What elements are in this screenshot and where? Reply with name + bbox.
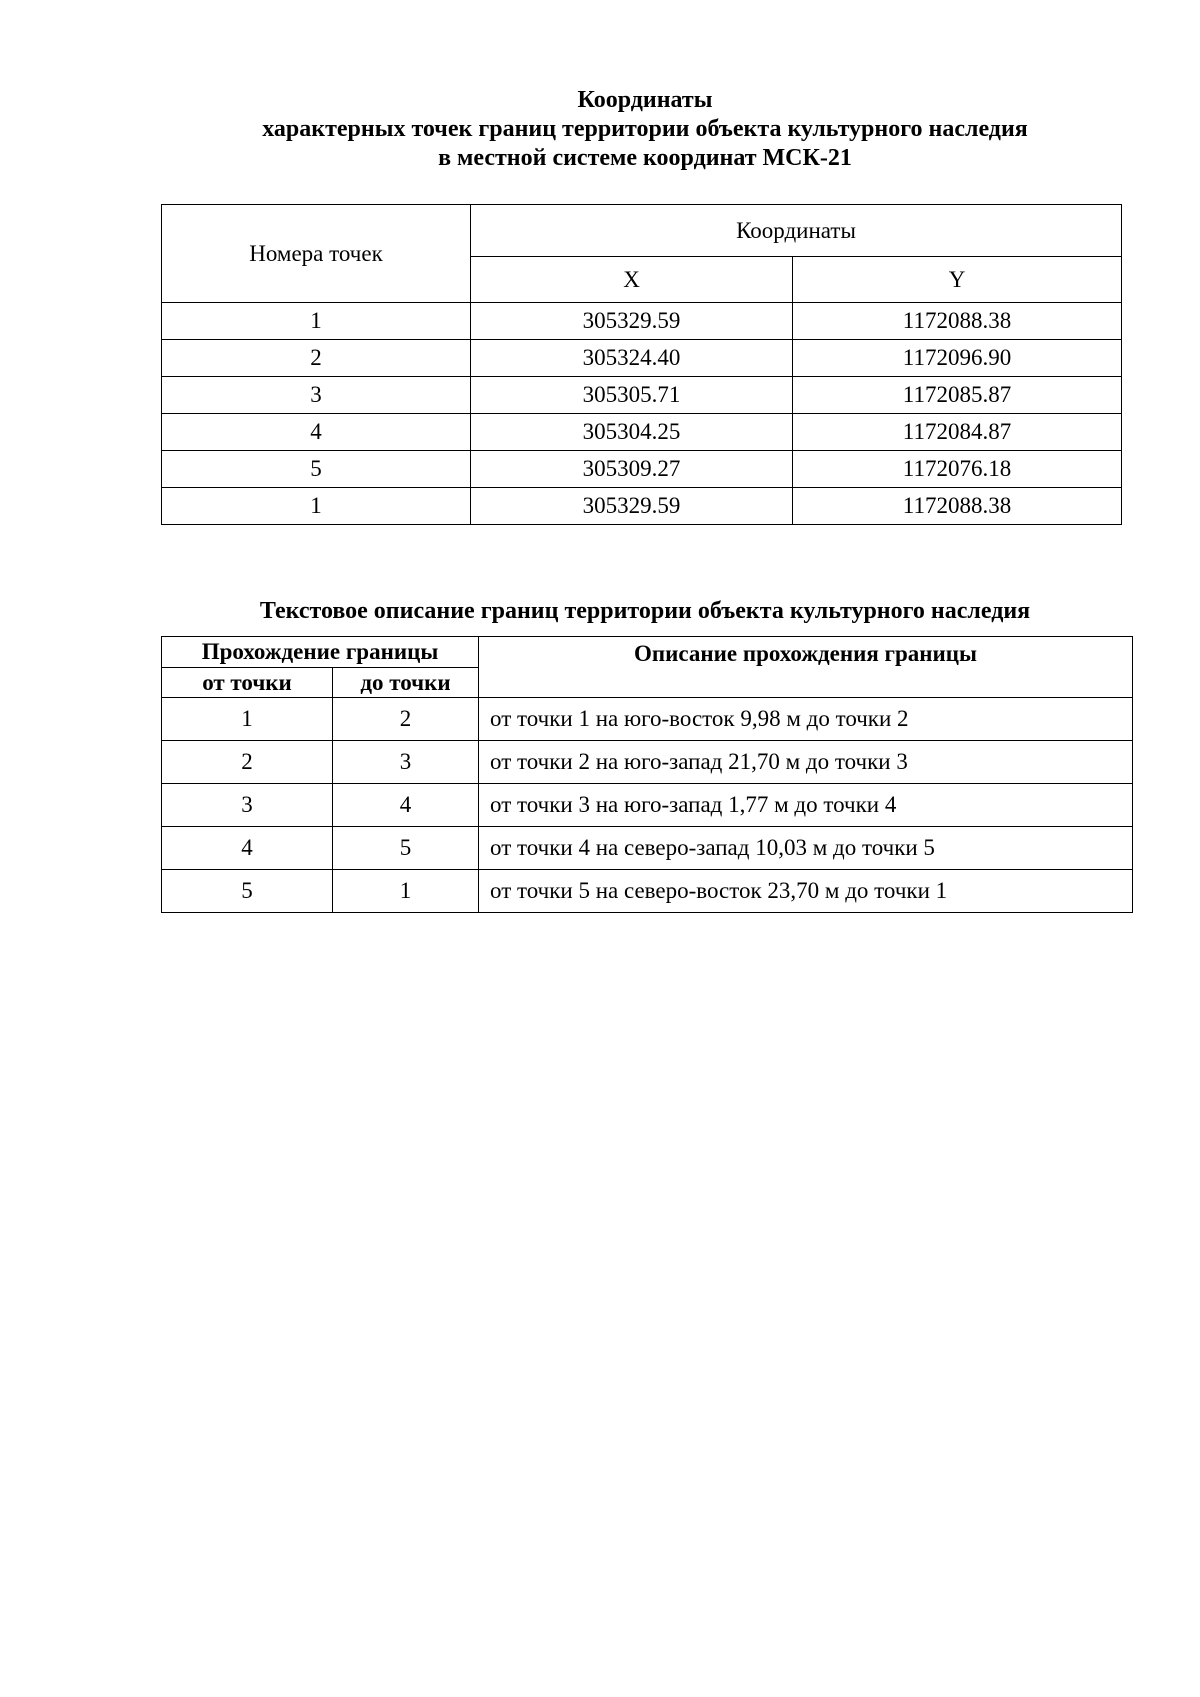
- from-point: 5: [162, 870, 333, 913]
- coord-x: 305305.71: [471, 377, 793, 414]
- to-point: 2: [333, 698, 479, 741]
- coord-y: 1172085.87: [793, 377, 1122, 414]
- coord-y: 1172096.90: [793, 340, 1122, 377]
- header-coordinates: Координаты: [471, 205, 1122, 257]
- passage-description: от точки 4 на северо-запад 10,03 м до точки 5: [479, 827, 1133, 870]
- coord-x: 305329.59: [471, 488, 793, 525]
- to-point: 3: [333, 741, 479, 784]
- table-row: [162, 414, 1122, 451]
- table-row: [162, 827, 1133, 870]
- table-row: [162, 488, 1122, 525]
- from-point: 2: [162, 741, 333, 784]
- to-point: 4: [333, 784, 479, 827]
- coord-y: 1172084.87: [793, 414, 1122, 451]
- header-y: Y: [793, 257, 1122, 303]
- title-line-3: в местной системе координат МСК-21: [438, 145, 852, 171]
- header-description: Описание прохождения границы: [479, 637, 1133, 698]
- coord-y: 1172088.38: [793, 488, 1122, 525]
- coord-x: 305304.25: [471, 414, 793, 451]
- point-number: 1: [162, 488, 471, 525]
- coord-y: 1172088.38: [793, 303, 1122, 340]
- coordinates-table: [161, 204, 1122, 525]
- title-line-1: Координаты: [577, 87, 713, 113]
- description-section-title: Текстовое описание границ территории объекта культурного наследия: [259, 598, 1031, 624]
- coord-x: 305324.40: [471, 340, 793, 377]
- point-number: 2: [162, 340, 471, 377]
- header-to-point: до точки: [333, 668, 479, 698]
- header-boundary-passage: Прохождение границы: [162, 637, 479, 668]
- coord-x: 305329.59: [471, 303, 793, 340]
- table-row: [162, 303, 1122, 340]
- passage-description: от точки 1 на юго-восток 9,98 м до точки 2: [479, 698, 1133, 741]
- table-row: [162, 377, 1122, 414]
- from-point: 1: [162, 698, 333, 741]
- boundary-description-table: [161, 636, 1133, 913]
- coord-y: 1172076.18: [793, 451, 1122, 488]
- passage-description: от точки 3 на юго-запад 1,77 м до точки 4: [479, 784, 1133, 827]
- table-row: [162, 741, 1133, 784]
- table-row: [162, 698, 1133, 741]
- header-x: X: [471, 257, 793, 303]
- coord-x: 305309.27: [471, 451, 793, 488]
- document-title: [0, 86, 1200, 173]
- to-point: 5: [333, 827, 479, 870]
- table-row: [162, 784, 1133, 827]
- header-point-numbers: Номера точек: [162, 205, 471, 303]
- title-line-2: характерных точек границ территории объекта культурного наследия: [262, 116, 1028, 142]
- passage-description: от точки 2 на юго-запад 21,70 м до точки 3: [479, 741, 1133, 784]
- point-number: 3: [162, 377, 471, 414]
- table-row: [162, 870, 1133, 913]
- header-from-point: от точки: [162, 668, 333, 698]
- from-point: 3: [162, 784, 333, 827]
- from-point: 4: [162, 827, 333, 870]
- point-number: 1: [162, 303, 471, 340]
- point-number: 4: [162, 414, 471, 451]
- passage-description: от точки 5 на северо-восток 23,70 м до точки 1: [479, 870, 1133, 913]
- point-number: 5: [162, 451, 471, 488]
- table-row: [162, 340, 1122, 377]
- to-point: 1: [333, 870, 479, 913]
- table-row: [162, 451, 1122, 488]
